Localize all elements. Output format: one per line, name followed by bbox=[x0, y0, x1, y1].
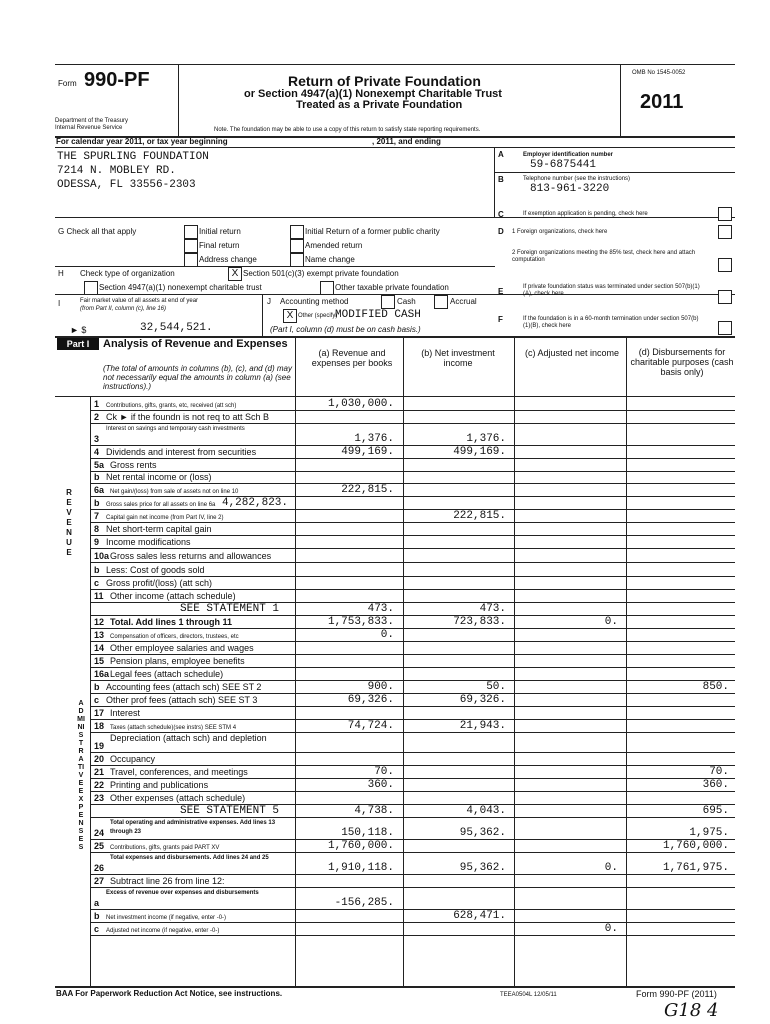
row-label: Dividends and interest from securities bbox=[106, 447, 257, 457]
row-label: SEE STATEMENT 1 bbox=[180, 603, 280, 615]
j-text: Accounting method bbox=[280, 297, 349, 306]
i-sub: (from Part II, column (c), line 16) bbox=[80, 306, 167, 312]
h-rule bbox=[55, 266, 495, 267]
name-change-label: Name change bbox=[305, 255, 355, 264]
line-number: 5a bbox=[94, 460, 105, 470]
d1-checkbox[interactable] bbox=[718, 225, 732, 239]
cell-c: 0. bbox=[604, 616, 618, 628]
line-number: 20 bbox=[94, 754, 105, 764]
cash-checkbox[interactable] bbox=[381, 295, 395, 309]
cell-d: 1,761,975. bbox=[662, 862, 729, 874]
row-label: Ck ► if the foundn is not req to att Sch B bbox=[106, 412, 269, 422]
table-row bbox=[90, 706, 735, 720]
line-number: 11 bbox=[94, 591, 104, 601]
initial-return-label: Initial return bbox=[199, 227, 241, 236]
cell-b: 222,815. bbox=[453, 510, 506, 522]
ein-label: Employer identification number bbox=[523, 152, 614, 158]
other-method-value: MODIFIED CASH bbox=[335, 309, 421, 321]
i-arrow: ► $ bbox=[70, 325, 87, 335]
cell-b: 4,043. bbox=[466, 805, 506, 817]
irs: Internal Revenue Service bbox=[55, 125, 123, 131]
h-label: H bbox=[58, 269, 64, 278]
row-label: Other prof fees (attach sch) SEE ST 3 bbox=[106, 695, 258, 705]
e-text: If private foundation status was terminated under section 507(b)(1)(A), check here bbox=[523, 284, 700, 297]
row-label: Other income (attach schedule) bbox=[110, 591, 236, 601]
f-checkbox[interactable] bbox=[718, 321, 732, 335]
row-label: Printing and publications bbox=[110, 780, 209, 790]
name-change-checkbox[interactable] bbox=[290, 253, 304, 267]
col-c-header: (c) Adjusted net income bbox=[524, 348, 620, 358]
ij-divider bbox=[262, 294, 263, 336]
cell-c: 0. bbox=[604, 862, 618, 874]
part1-desc: (The total of amounts in columns (b), (c), and (d) may not necessarily equal the amounts in column (a) (see instructions).) bbox=[103, 364, 292, 391]
line-number: 22 bbox=[94, 780, 105, 790]
handwritten-mark: G18 4 bbox=[664, 1000, 719, 1021]
label-f: F bbox=[498, 315, 503, 324]
row-label: Total operating and administrative expenses. Add lines 13 through 23 bbox=[110, 820, 276, 835]
table-row bbox=[90, 752, 735, 766]
col-b-header: (b) Net investment income bbox=[421, 348, 495, 368]
table-row bbox=[90, 732, 735, 753]
h-option-4947: Section 4947(a)(1) nonexempt charitable trust bbox=[99, 283, 262, 292]
table-row bbox=[90, 410, 735, 424]
form-subtitle-2: Treated as a Private Foundation bbox=[296, 99, 463, 111]
final-return-label: Final return bbox=[199, 241, 240, 250]
row-label: Taxes (attach schedule)(see instrs) SEE STM 4 bbox=[110, 725, 237, 731]
cell-c: 0. bbox=[604, 923, 618, 935]
line-number: c bbox=[94, 578, 100, 588]
line-number: 9 bbox=[94, 537, 100, 547]
line-number: b bbox=[94, 911, 100, 921]
cell-b: 499,169. bbox=[453, 446, 506, 458]
h-option-501c3: Section 501(c)(3) exempt private foundation bbox=[243, 269, 399, 278]
table-row bbox=[90, 615, 735, 629]
table-row bbox=[90, 887, 735, 910]
cell-a: 1,376. bbox=[354, 433, 394, 445]
row-label: Occupancy bbox=[110, 754, 156, 764]
line-number: 12 bbox=[94, 617, 105, 627]
cell-b: 21,943. bbox=[459, 720, 506, 732]
amended-return-label: Amended return bbox=[305, 241, 363, 250]
row-label: Gross profit/(loss) (att sch) bbox=[106, 578, 213, 588]
table-row bbox=[90, 778, 735, 792]
line-number: 7 bbox=[94, 511, 100, 521]
line-number: 2 bbox=[94, 412, 100, 422]
row-label: Gross sales price for all assets on line 6a bbox=[106, 502, 216, 508]
row-label: Net short-term capital gain bbox=[106, 524, 212, 534]
cell-b: 95,362. bbox=[459, 862, 506, 874]
table-row bbox=[90, 839, 735, 853]
line-number: 18 bbox=[94, 721, 105, 731]
footer-rule bbox=[55, 986, 735, 988]
address-change-label: Address change bbox=[199, 255, 257, 264]
line-number: 4 bbox=[94, 447, 100, 457]
line-number: 23 bbox=[94, 793, 105, 803]
side-label-expenses: ADMINISTRATIVE EXPENSES bbox=[77, 700, 85, 851]
table-row bbox=[90, 922, 735, 936]
d2-checkbox[interactable] bbox=[718, 258, 732, 272]
j-note: (Part I, column (d) must be on cash basis.) bbox=[270, 325, 421, 334]
line-number: 27 bbox=[94, 876, 105, 886]
amended-return-checkbox[interactable] bbox=[290, 239, 304, 253]
phone-label: Telephone number (see the instructions) bbox=[523, 176, 631, 182]
table-row bbox=[90, 791, 735, 805]
cell-a: 1,910,118. bbox=[327, 862, 394, 874]
line-number: 24 bbox=[94, 828, 105, 838]
initial-former-checkbox[interactable] bbox=[290, 225, 304, 239]
header-divider-right bbox=[620, 64, 621, 136]
f-text: If the foundation is in a 60-month termination under section 507(b)(1)(B), check here bbox=[523, 316, 699, 329]
line-number: b bbox=[94, 498, 100, 508]
e-checkbox[interactable] bbox=[718, 290, 732, 304]
part1-title: Analysis of Revenue and Expenses bbox=[103, 338, 288, 350]
cell-a: 0. bbox=[380, 629, 394, 641]
row-label: Accounting fees (attach sch) SEE ST 2 bbox=[106, 682, 262, 692]
cell-b: 1,376. bbox=[466, 433, 506, 445]
accrual-checkbox[interactable] bbox=[434, 295, 448, 309]
row-label: Compensation of officers, directors, trustees, etc bbox=[110, 634, 239, 640]
part-label: Part I bbox=[57, 338, 99, 350]
table-row bbox=[90, 423, 735, 446]
cell-a: 4,738. bbox=[354, 805, 394, 817]
accrual-label: Accrual bbox=[450, 297, 477, 306]
cell-a: 70. bbox=[374, 766, 394, 778]
calendar-rule bbox=[55, 147, 735, 148]
org-city: ODESSA, FL 33556-2303 bbox=[57, 179, 196, 191]
row-label: Pension plans, employee benefits bbox=[110, 656, 245, 666]
initial-former-label: Initial Return of a former public charity bbox=[305, 227, 440, 236]
table-row bbox=[90, 522, 735, 536]
row-label: Legal fees (attach schedule) bbox=[110, 669, 224, 679]
cell-a: 74,724. bbox=[347, 720, 394, 732]
table-row bbox=[90, 483, 735, 497]
cell-d: 1,760,000. bbox=[662, 840, 729, 852]
table-row bbox=[90, 852, 735, 875]
cell-d: 70. bbox=[709, 766, 729, 778]
row-label: Total expenses and disbursements. Add lines 24 and 25 bbox=[110, 855, 269, 861]
gross-sales-value: 4,282,823. bbox=[221, 497, 288, 509]
cell-b: 628,471. bbox=[453, 910, 506, 922]
g-label: G Check all that apply bbox=[58, 227, 137, 236]
table-row bbox=[90, 535, 735, 549]
4947-checkbox[interactable] bbox=[84, 281, 98, 295]
table-row bbox=[90, 628, 735, 642]
tax-year: 2011 bbox=[640, 91, 684, 113]
row-label: Net rental income or (loss) bbox=[106, 472, 212, 482]
final-return-checkbox[interactable] bbox=[184, 239, 198, 253]
label-e: E bbox=[498, 287, 504, 296]
line-number: b bbox=[94, 472, 100, 482]
table-row bbox=[90, 719, 735, 733]
ein-rule bbox=[494, 172, 735, 173]
row-label: Gross sales less returns and allowances bbox=[110, 551, 272, 561]
table-row bbox=[90, 693, 735, 707]
501c3-checkbox[interactable]: X bbox=[228, 267, 242, 281]
table-row bbox=[90, 641, 735, 655]
calendar-year-label: For calendar year 2011, or tax year beginning bbox=[56, 137, 228, 146]
table-row bbox=[90, 458, 735, 472]
line-number: c bbox=[94, 924, 100, 934]
calendar-year-end: , 2011, and ending bbox=[372, 137, 441, 146]
side-label-revenue: REVENUE bbox=[66, 488, 72, 557]
cell-a: 1,753,833. bbox=[327, 616, 394, 628]
table-row bbox=[90, 765, 735, 779]
row-label: Travel, conferences, and meetings bbox=[110, 767, 248, 777]
address-change-checkbox[interactable] bbox=[184, 253, 198, 267]
c-text: If exemption application is pending, check here bbox=[523, 211, 648, 217]
row-label: Income modifications bbox=[106, 537, 191, 547]
table-row bbox=[90, 496, 735, 510]
table-row bbox=[90, 654, 735, 668]
form-number: 990-PF bbox=[84, 69, 150, 91]
table-row bbox=[90, 445, 735, 459]
header-note: Note. The foundation may be able to use a copy of this return to satisfy state reporting requirements. bbox=[214, 127, 481, 133]
line-number: 16a bbox=[94, 669, 110, 679]
table-row bbox=[90, 804, 735, 818]
row-label: Other expenses (attach schedule) bbox=[110, 793, 246, 803]
cell-a: 360. bbox=[367, 779, 394, 791]
table-row bbox=[90, 548, 735, 563]
line-number: 15 bbox=[94, 656, 105, 666]
cell-d: 850. bbox=[702, 681, 729, 693]
label-d: D bbox=[498, 227, 504, 236]
j-label: J bbox=[267, 297, 271, 306]
cell-b: 69,326. bbox=[459, 694, 506, 706]
line-number: b bbox=[94, 682, 100, 692]
table-row bbox=[90, 576, 735, 590]
i-text: Fair market value of all assets at end of year bbox=[80, 298, 199, 304]
other-method-label: Other (specify) bbox=[298, 313, 338, 319]
cell-d: 360. bbox=[702, 779, 729, 791]
row-label: Adjusted net income (if negative, enter -0-) bbox=[106, 928, 220, 934]
cell-d: 1,975. bbox=[689, 827, 729, 839]
org-rule bbox=[55, 217, 735, 218]
cell-a: 150,118. bbox=[341, 827, 394, 839]
d1-text: 1 Foreign organizations, check here bbox=[512, 229, 608, 235]
line-number: 19 bbox=[94, 741, 105, 751]
table-row bbox=[90, 909, 735, 923]
footer-baa: BAA For Paperwork Reduction Act Notice, see instructions. bbox=[56, 989, 283, 998]
row-label: Net gain/(loss) from sale of assets not on line 10 bbox=[110, 489, 239, 495]
h-option-other: Other taxable private foundation bbox=[335, 283, 449, 292]
col-a-header: (a) Revenue and expenses per books bbox=[311, 348, 393, 368]
initial-return-checkbox[interactable] bbox=[184, 225, 198, 239]
form-title: Return of Private Foundation bbox=[288, 73, 481, 89]
row-label: Contributions, gifts, grants, etc, received (att sch) bbox=[106, 403, 237, 409]
org-divider bbox=[494, 147, 495, 217]
cell-a: 222,815. bbox=[341, 484, 394, 496]
table-row bbox=[90, 680, 735, 694]
cell-b: 95,362. bbox=[459, 827, 506, 839]
line-number: 14 bbox=[94, 643, 105, 653]
line-number: 10a bbox=[94, 551, 110, 561]
footer-code: TEEA0504L 12/05/11 bbox=[500, 992, 557, 998]
table-row bbox=[90, 817, 735, 840]
line-number: c bbox=[94, 695, 100, 705]
row-label: Subtract line 26 from line 12: bbox=[110, 876, 225, 886]
table-row bbox=[90, 562, 735, 577]
ein-value: 59-6875441 bbox=[530, 159, 597, 171]
cash-label: Cash bbox=[397, 297, 416, 306]
cell-b: 723,833. bbox=[453, 616, 506, 628]
row-label: Excess of revenue over expenses and disbursements bbox=[106, 890, 259, 896]
table-row bbox=[90, 397, 735, 411]
cell-b: 50. bbox=[486, 681, 506, 693]
cell-a: 499,169. bbox=[341, 446, 394, 458]
cell-a: 473. bbox=[367, 603, 394, 615]
form-prefix: Form bbox=[58, 79, 77, 88]
cell-a: 1,030,000. bbox=[327, 398, 394, 410]
cell-a: 69,326. bbox=[347, 694, 394, 706]
line-number: 8 bbox=[94, 524, 100, 534]
cell-a: 1,760,000. bbox=[327, 840, 394, 852]
header-divider-left bbox=[178, 64, 179, 136]
line-number: b bbox=[94, 565, 100, 575]
row-label: Other employee salaries and wages bbox=[110, 643, 254, 653]
line-number: 13 bbox=[94, 630, 105, 640]
c-checkbox[interactable] bbox=[718, 207, 732, 221]
i-label: I bbox=[58, 299, 61, 308]
org-street: 7214 N. MOBLEY RD. bbox=[57, 165, 176, 177]
row-label: Contributions, gifts, grants paid PART XV bbox=[110, 845, 220, 851]
phone-value: 813-961-3220 bbox=[530, 183, 610, 195]
label-a: A bbox=[498, 150, 504, 159]
org-name: THE SPURLING FOUNDATION bbox=[57, 151, 209, 163]
line-number: a bbox=[94, 898, 100, 908]
row-label: Gross rents bbox=[110, 460, 157, 470]
other-method-checkbox[interactable]: X bbox=[283, 309, 297, 323]
row-label: Total. Add lines 1 through 11 bbox=[110, 617, 233, 627]
fmv-value: 32,544,521. bbox=[140, 322, 213, 334]
other-taxable-checkbox[interactable] bbox=[320, 281, 334, 295]
cell-b: 473. bbox=[479, 603, 506, 615]
col-d-header: (d) Disbursements for charitable purposes (cash basis only) bbox=[630, 347, 734, 377]
top-rule bbox=[55, 64, 735, 65]
line-number: 26 bbox=[94, 863, 105, 873]
form-subtitle-1: or Section 4947(a)(1) Nonexempt Charitable Trust bbox=[244, 88, 502, 100]
h-text: Check type of organization bbox=[80, 269, 175, 278]
row-label: Net investment income (if negative, enter -0-) bbox=[106, 915, 227, 921]
line-number: 21 bbox=[94, 767, 105, 777]
table-row bbox=[90, 602, 735, 616]
d2-text: 2 Foreign organizations meeting the 85% test, check here and attach computation bbox=[512, 250, 696, 263]
cell-d: 695. bbox=[702, 805, 729, 817]
cell-a: -156,285. bbox=[334, 897, 394, 909]
department: Department of the Treasury bbox=[55, 118, 129, 124]
line-number: 25 bbox=[94, 841, 105, 851]
table-row bbox=[90, 589, 735, 603]
footer-form: Form 990-PF (2011) bbox=[636, 989, 717, 999]
table-row bbox=[90, 667, 735, 681]
line-number: 1 bbox=[94, 399, 100, 409]
cell-a: 900. bbox=[367, 681, 394, 693]
table-row bbox=[90, 509, 735, 523]
omb-number: OMB No 1545-0052 bbox=[632, 70, 686, 76]
line-number: 3 bbox=[94, 434, 100, 444]
line-number: 17 bbox=[94, 708, 105, 718]
label-c: C bbox=[498, 210, 504, 219]
table-row bbox=[90, 874, 735, 888]
row-label: Less: Cost of goods sold bbox=[106, 565, 205, 575]
line-number: 6a bbox=[94, 485, 105, 495]
row-label: Interest on savings and temporary cash investments bbox=[106, 426, 245, 432]
row-label: Capital gain net income (from Part IV, line 2) bbox=[106, 515, 224, 521]
row-label: Depreciation (attach sch) and depletion bbox=[110, 733, 267, 743]
row-label: SEE STATEMENT 5 bbox=[180, 805, 280, 817]
row-label: Interest bbox=[110, 708, 141, 718]
label-b: B bbox=[498, 175, 504, 184]
